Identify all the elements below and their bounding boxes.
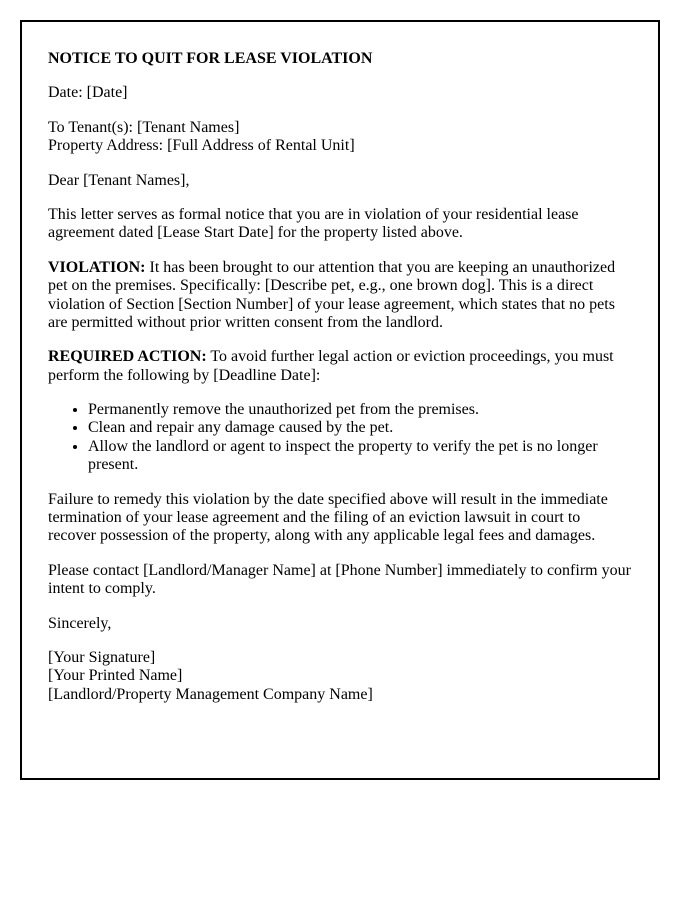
violation-label: VIOLATION: — [48, 258, 146, 276]
intro-paragraph: This letter serves as formal notice that you are in violation of your residential lease agreement dated [Lease Start Date] for the property listed above. — [48, 205, 579, 242]
tenant-line: To Tenant(s): [Tenant Names] — [48, 118, 240, 136]
consequence-paragraph: Failure to remedy this violation by the date specified above will result in the immediate termination of your lease agreement and the filing of an eviction lawsuit in court to recover possession of the property, along with any applicable legal fees and damages. — [48, 490, 608, 545]
contact-paragraph: Please contact [Landlord/Manager Name] at [Phone Number] immediately to confirm your intent to comply. — [48, 561, 631, 598]
closing: Sincerely, — [48, 614, 112, 632]
required-action-paragraph — [48, 348, 632, 385]
required-action-list — [48, 401, 632, 475]
printed-name-line: [Your Printed Name] — [48, 667, 183, 685]
required-action-label: REQUIRED ACTION: — [48, 348, 207, 366]
company-name-line: [Landlord/Property Management Company Name] — [48, 685, 373, 703]
required-action-text: To avoid further legal action or eviction proceedings, you must perform the following by [Deadline Date]: — [48, 348, 614, 384]
violation-paragraph — [48, 259, 632, 333]
signature-block — [48, 649, 632, 704]
addressee-block — [48, 119, 632, 156]
letter-title: NOTICE TO QUIT FOR LEASE VIOLATION — [48, 50, 373, 67]
list-item: • Permanently remove the unauthorized pet from the premises. — [88, 401, 632, 419]
violation-text: It has been brought to our attention that you are keeping an unauthorized pet on the premises. Specifically: [Describe pet, e.g., one brown dog]. This is a direct violation of Section [Section Number] of your lease agreement, which states that no pets are permitted without prior written consent from the landlord. — [48, 258, 616, 331]
date-line: Date: [Date] — [48, 84, 128, 102]
salutation: Dear [Tenant Names], — [48, 171, 190, 189]
signature-line: [Your Signature] — [48, 648, 156, 666]
property-address-line: Property Address: [Full Address of Rental Unit] — [48, 137, 355, 155]
lease-violation-letter — [20, 20, 660, 780]
list-item: • Clean and repair any damage caused by the pet. — [88, 419, 632, 437]
list-item: • Allow the landlord or agent to inspect the property to verify the pet is no longer present. — [88, 438, 632, 475]
